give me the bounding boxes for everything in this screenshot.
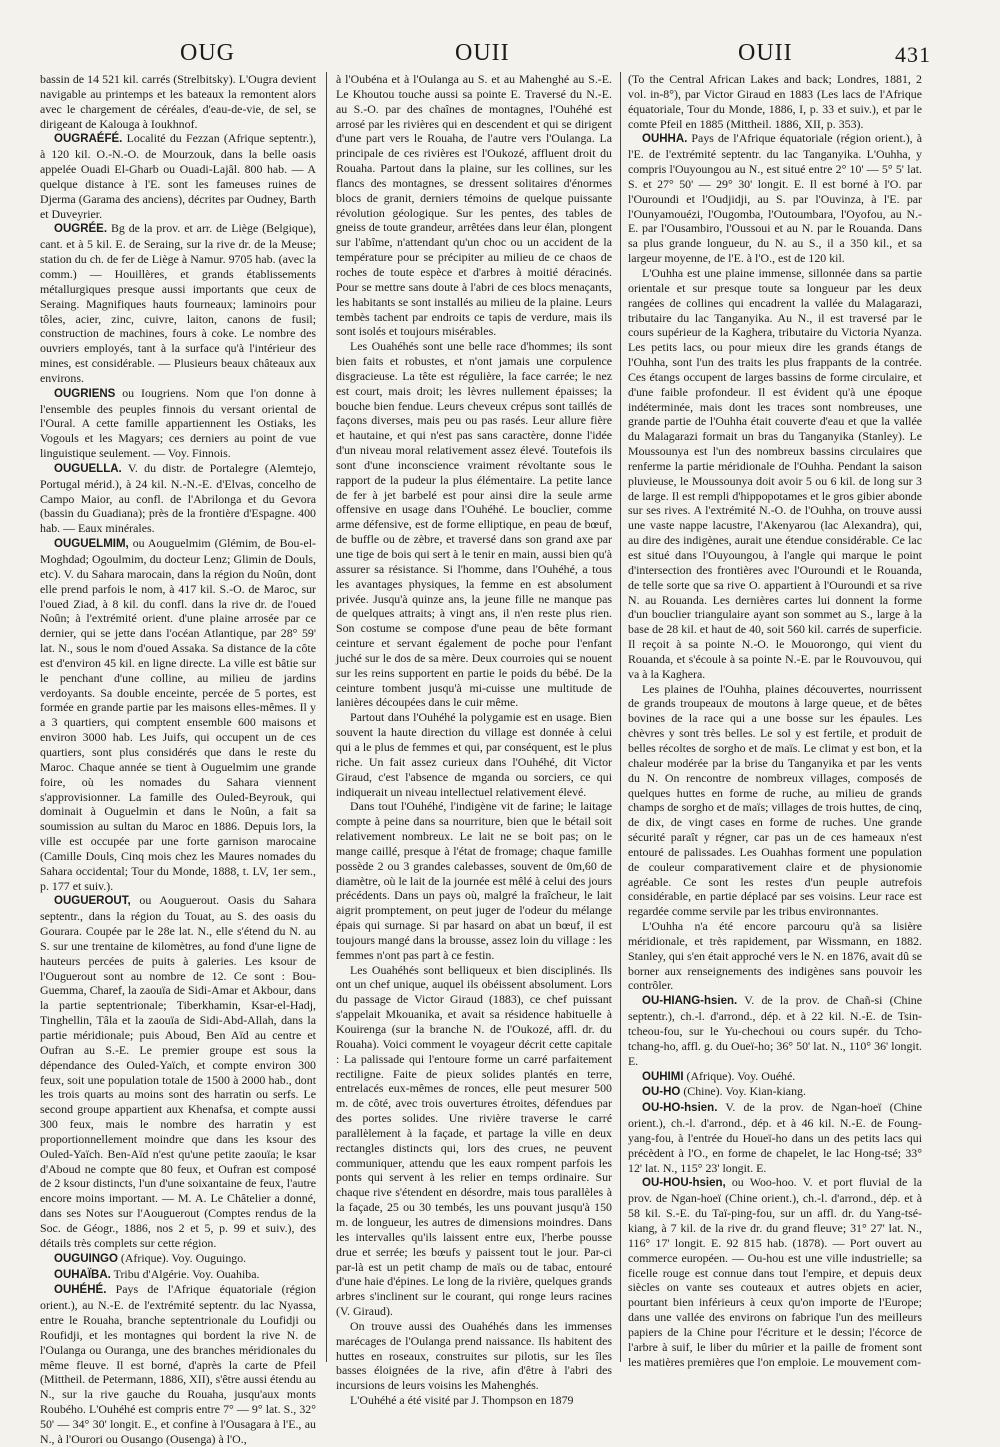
header-right-keyword: OUII: [738, 40, 793, 66]
dictionary-entry: [628, 993, 922, 1068]
entry-headword: OU-HOU-hsien,: [642, 1177, 726, 1190]
dictionary-entry: [628, 1175, 922, 1369]
running-header: [0, 0, 1000, 70]
entry-text: Pays de l'Afrique équatoriale (région orient.), à l'E. de l'extrémité septentr. du lac Tanganyika. L'Ouhha, y compris l'Ouyoungou au N., est situé entre 2° 10' — 5° 5' lat. S. et 27° 50' — 29° 30' longit. E. Il est borné à l'O. par l'Ouroundi et l'Oudjidji, au S. par l'Ouvinza, à l'E. par l'Ounyamouézi, l'Ougomba, l'Outoumbara, l'Oyofou, au N.-E. par l'Ousambiro, l'Oussoui et au N. par le Rouanda. Dans sa plus grande longueur, du N. au S., il a 350 kil., et sa largeur moyenne, de l'E. à l'O., est de 120 kil.: [628, 131, 922, 266]
entry-headword: OUGUELMIM,: [54, 538, 129, 551]
entry-text: L'Ouhha est une plaine immense, sillonnée dans sa partie orientale et sur presque toute sa longueur par les deux rangées de collines qui encadrent la vallée du Malagarazi, tributaire du lac Tanganyika. Au N., il est traversé par le cours supérieur de la Kaghera, tributaire du Victoria Nyanza. Les petits lacs, ou pour mieux dire les grands étangs de l'Ouhha, sont l'un des traits les plus frappants de la contrée. Ces étangs occupent de larges bassins de forme circulaire, et d'une faible profondeur. Il est évident qu'à une époque indéterminée, mais dont les traces sont nombreuses, une grande partie de l'Ouhha était couverte d'eau et que la vallée du Malagarazi formait un bras du Tanganyika (Stanley). Le Moussounya est l'un des nombreux bassins circulaires que renferme la partie méridionale de l'Ouhha. Pendant la saison pluvieuse, le Moussounya doit avoir 5 ou 6 kil. de long sur 3 de large. Il est rempli d'hippopotames et le gros gibier abonde sur ses rives. A l'extrémité N.-O. de l'Ouhha, on trouve aussi une vaste nappe lacustre, l'Akenyarou (lac Alexandra), qui, au dire des indigènes, aurait une étendue considérable. Ce lac est situé dans l'Ouyoungou, à l'angle qui marque le point d'intersection des frontières avec l'Ouroundi et le Rouanda, de telle sorte que sa rive O. appartient à l'Ouroundi et sa rive N. au Rouanda. Les dernières cartes lui donnent la forme d'un bouclier triangulaire ayant son sommet au S., large à la base de 28 kil. et haut de 40, soit 560 kil. carrés de superficie. Il reçoit à sa pointe N.-O. le Mouorongo, qui vient du Rouanda, et s'écoule à sa pointe N.-E. par le Rouvouvou, qui va à la Kaghera.: [628, 265, 922, 681]
entry-text: (Afrique). Voy. Ouéhé.: [683, 1068, 796, 1083]
dictionary-entry: [628, 131, 922, 266]
column-divider-2: [620, 72, 621, 1362]
dictionary-entry: [40, 1251, 316, 1267]
entry-headword: OUHAÏBA.: [54, 1268, 111, 1281]
header-middle-keyword: OUII: [455, 40, 510, 66]
entry-headword: OU-HO-hsien.: [642, 1102, 718, 1115]
entry-text: bassin de 14 521 kil. carrés (Strelbitsky). L'Ougra devient navigable au printemps et les bateaux la remontent alors avec le chargement de céréales, d'eau-de-vie, de sel, se dirigeant de Kalouga à Ioukhnof.: [40, 72, 316, 131]
entry-text: V. du distr. de Portalegre (Alemtejo, Portugal mérid.), à 24 kil. N.-N.-E. d'Elvas, concelho de Campo Maior, au confl. de l'Abrilonga et du Gevora (bassin du Guadiana); près de la frontière d'Espagne. 400 hab. — Eaux minérales.: [40, 460, 316, 536]
entry-text: ou Aouguelmim (Glémim, de Bou-el-Moghdad; Ogoulmim, du docteur Lenz; Glimin de Douls, etc). V. du Sahara marocain, dans la région du Noûn, dont elle prend parfois le nom, à 417 kil. S.-O. de Maroc, sur l'oued Ziad, à 8 kil. du confl. dans la rive dr. de l'oued Noûn; à l'extrémité orient. d'une plaine arrosée par ce dernier, qui se jette dans l'océan Atlantique, par 28° 59' lat. N., sous le nom d'oued Assaka. Sa distance de la côte est d'environ 45 kil. en ligne directe. La ville est bâtie sur le penchant d'une colline, au milieu de jardins verdoyants. Sa double enceinte, percée de 5 portes, est formée en grande partie par les maisons elles-mêmes. Il y a 3 quartiers, qui comptent ensemble 600 maisons et environ 3000 hab. Les Juifs, qui occupent un de ces quartiers, sont plus considérés que dans le reste du Maroc. Chaque année se tient à Ouguelmim une grande foire, où les nomades du Sahara viennent s'approvisionner. La famille des Ouled-Beyrouk, qui dominait à Ouguelmin et dans le Noûn, a fait sa soumission au sultan du Maroc en 1886. Depuis lors, la ville est occupée par une forte garnison marocaine (Camille Douls, Cinq mois chez les Maures nomades du Sahara occidental; Tour du Monde, 1888, t. LV, 1er sem., p. 177 et suiv.).: [40, 536, 316, 893]
dictionary-entry: [336, 339, 612, 710]
entry-text: Les Ouahéhés sont une belle race d'hommes; ils sont bien faits et robustes, et n'ont jamais une corpulence disgracieuse. La tête est régulière, la face carrée; le nez est court, mais droit; les lèvres nullement épaisses; la bouche bien fendue. Leurs cheveux crépus sont taillés de façons diverses, mais peu ou pas rasés. Leur allure fière et hautaine, et qui n'est pas sans caractère, donne l'idée d'un niveau moral relativement assez élevé. Toutefois ils sont d'une inconscience vraiment révoltante sous le rapport de la pudeur la plus élémentaire. La petite lance de fer à jet barbelé est pour ainsi dire la seule arme offensive en usage dans l'Ouhéhé. Le bouclier, comme arme défensive, est de forme elliptique, en peau de bœuf, de buffle ou de zèbre, et traversé dans son grand axe par une tige de bois qui sert à le tenir en main, aussi bien qu'à assurer sa résistance. Si l'homme, dans l'Ouhéhé, a tous les avantages physiques, la femme en est absolument privée. Jusqu'à quinze ans, la jeune fille ne manque pas de quelques attraits; à vingt ans, il n'en reste plus rien. Son costume se compose d'une peau de bête formant ceinture et servant également de poche pour l'enfant juché sur le dos de sa mère. Deux courroies qui se nouent sur les reins supportent en partie le poids du bébé. De la ceinture tombent jusqu'à mi-cuisse une multitude de lanières découpées dans le cuir même.: [336, 339, 612, 710]
dictionary-entry: [628, 266, 922, 682]
entry-text: L'Ouhha n'a été encore parcouru qu'à sa lisière méridionale, et très rapidement, par Wissmann, en 1882. Stanley, qui s'en était approché vers le N. en 1876, avait dû se borner aux renseignements des indigènes sans pouvoir les contrôler.: [628, 919, 922, 993]
entry-headword: OUHÉHÉ.: [54, 1284, 107, 1297]
entry-text: ou Woo-hoo. V. et port fluvial de la prov. de Ngan-hoeï (Chine orient.), ch.-l. d'arrond., dép. et à 58 kil. S.-E. du Taï-ping-fou, sur un affl. dr. du Yang-tsé-kiang, à 7 kil. de la rive dr. du grand fleuve; 31° 27' lat. N., 116° 17' longit. E. 92 815 hab. (1878). — Port ouvert au commerce européen. — Ou-hou est une ville industrielle; sa ficelle rouge est connue dans tout l'empire, et depuis deux siècles on vante ses couteaux et autres objets en acier, pourtant bien inférieurs à ceux qu'on importe de l'Europe; dans une vallée des environs on fabrique l'un des meilleurs papiers de la Chine pour l'écriture et le dessin; l'écorce de l'arbre à suif, le liber du mûrier et la paille de froment sont les matières premières que l'on emploie. Le mouvement com-: [628, 1175, 922, 1369]
entry-text: Tribu d'Algérie. Voy. Ouahiba.: [110, 1266, 260, 1281]
entry-text: Bg de la prov. et arr. de Liège (Belgique), cant. et à 5 kil. E. de Seraing, sur la rive dr. de la Meuse; station du ch. de fer de Liège à Namur. 9705 hab. (avec la comm.) — Houillères, et grands établissements métallurgiques presque aussi importants que ceux de Seraing. Magnifiques hauts fourneaux; laminoirs pour tôles, acier, zinc, cuivre, laiton, canons de fusil; construction de machines, fours à coke. Le nombre des ouvriers employés, tant à la surface qu'à l'intérieur des mines, est considérable. — Plusieurs beaux châteaux aux environs.: [40, 221, 316, 385]
entry-headword: OUHHA.: [642, 133, 688, 146]
entry-headword: OUGUEROUT,: [54, 895, 131, 908]
entry-text: (Chine). Voy. Kian-kiang.: [680, 1084, 806, 1099]
dictionary-entry: [628, 72, 922, 131]
entry-text: (To the Central African Lakes and back; Londres, 1881, 2 vol. in-8°), par Victor Giraud en 1883 (Les lacs de l'Afrique équatoriale, Tour du Monde, 1886, I, p. 33 et suiv.), et par le comte Pfeil en 1885 (Mittheil. 1886, XII, p. 353).: [628, 72, 922, 131]
entry-headword: OUHIMI: [642, 1070, 684, 1083]
entry-text: Partout dans l'Ouhéhé la polygamie est en usage. Bien souvent la haute direction du village est donnée à celui qui a le plus de femmes et qui, par conséquent, est le plus riche. Un fait assez curieux dans l'Ouhéhé, dit Victor Giraud, c'est l'absence de mganda ou sorciers, ce qui indiquerait un niveau intellectuel relativement élevé.: [336, 710, 612, 799]
entry-text: ou Aouguerout. Oasis du Sahara septentr., dans la région du Touat, au S. des oasis du Gourara. Coupée par le 28e lat. N., elle s'étend du N. au S. sur une trentaine de kilomètres, au fond d'une ligne de hauteurs percées de puits à galeries. Les ksour de l'Ouguerout sont au nombre de 12. Ce sont : Bou-Guemma, Charef, la zaouïa de Sidi-Amar et Akbour, dans la partie septentrionale; Tiberkhamin, Ksar-el-Hadj, Tinghellin, Tâla et la zaouïa de Sidi-Abd-Allah, dans la partie méridionale; puis Aboud, Ben Aïd au centre et Oufran au S.-E. Le premier groupe est sous la dépendance des Ouled-Yaïch, et compte environ 300 feux, soit une population totale de 1500 à 2000 hab., dont les trois quarts au moins sont des harratin ou serfs. Le second groupe appartient aux Khenafsa, et compte aussi 300 feux, mais le nombre des harratin y est proportionnellement moindre que dans les ksour des Ouled-Yaïch. Ben-Aïd n'est qu'une petite zaouïa; le ksar d'Aboud ne compte que 80 feux, et Oufran est composé de 2 ksour distincts, l'un d'une soixantaine de feux, l'autre encore moins important. — M. A. Le Châtelier a donné, dans ses Notes sur l'Aouguerout (Comptes rendus de la Soc. de Géogr., 1886, nos 2 et 5, p. 99 et suiv.), des détails très complets sur cette région.: [40, 893, 316, 1250]
dictionary-entry: [40, 72, 316, 131]
entry-text: L'Ouhéhé a été visité par J. Thompson en 1879: [350, 1393, 574, 1408]
entry-headword: OU-HO: [642, 1086, 681, 1099]
page-number: 431: [895, 42, 931, 67]
entry-headword: OUGUINGO: [54, 1252, 118, 1265]
entry-text: On trouve aussi des Ouahéhés dans les immenses marécages de l'Oulanga prend naissance. Ils habitent des huttes en roseaux, construites sur pilotis, sur les îles basses éloignées de la rive, afin d'être à l'abri des incursions de leurs voisins les Mahenghés.: [336, 1318, 612, 1393]
dictionary-entry: [40, 386, 316, 461]
dictionary-entry: [40, 536, 316, 893]
header-left-keyword: OUG: [180, 40, 235, 66]
entry-headword: OUGRIENS: [54, 387, 116, 400]
entry-text: Les plaines de l'Ouhha, plaines découvertes, nourrissent de grands troupeaux de moutons à large queue, et de bêtes bovines de la race qui a une bosse sur les épaules. Les chèvres y sont très belles. Le sol y est fertile, et produit de belles récoltes de sorgho et de maïs. Le climat y est bon, et la chaleur modérée par la brise du Tanganyika et par les vents du N. On rencontre de nombreux villages, composés de quelques huttes en forme de ruche, au milieu de grands champs de sorgho et de maïs; villages de trois huttes, de cinq, de dix, de vingt cases en forme de ruches. Une grande sécurité paraît y régner, car pas un de ces hameaux n'est entouré de palissades. Les Ouahhas forment une population de couleur comparativement claire et de physionomie agréable. Ce sont les restes d'un peuple autrefois considérable, en partie déplacé par ses voisins. Leur race est regardée comme servile par les tribus environnantes.: [628, 681, 922, 919]
dictionary-entry: [336, 72, 612, 339]
dictionary-entry: [40, 221, 316, 385]
entry-text: Les Ouahéhés sont belliqueux et bien disciplinés. Ils ont un chef unique, auquel ils obéissent absolument. Lors du passage de Victor Giraud (1883), ce chef puissant s'appelait Mkouanika, et avait sa résidence habituelle à Kouirenga (sur la branche N. de l'Oukozé, affl. dr. du Rouaha). Voici comment le voyageur décrit cette capitale : La palissade qui l'entoure forme un carré parfaitement rectiligne. Faite de pieux solides plantés en terre, entrelacés eux-mêmes de ronces, elle peut mesurer 500 m. de côté, avec trois ouvertures étroites, défendues par des portes solides. Une rivière traverse le carré parallèlement à la façade, et partage la ville en deux rectangles distincts qui, lors des crues, ne peuvent communiquer, attendu que les eaux rompent parfois les ponts qui servent à les relier en temps ordinaire. Sur chaque rive s'étendent en désordre, mais tous parallèles à la façade, 25 ou 30 tembés, les uns pouvant jusqu'à 150 m. de longueur, les autres de dimensions moindres. Dans les intervalles qu'ils laissent entre eux, l'herbe pousse drue et serrée; les bœufs y paissent tout le jour. Par-ci par-là est un petit champ de maïs ou de tabac, entouré d'une haie d'épines. Le long de la rivière, quelques grands arbres s'inclinent sur le courant, qui ronge leurs racines (V. Giraud).: [336, 962, 612, 1319]
column-1: [40, 72, 316, 1446]
dictionary-entry: [628, 1084, 922, 1100]
entry-headword: OUGUELLA.: [54, 462, 122, 475]
dictionary-entry: [40, 1282, 316, 1446]
entry-text: (Afrique). Voy. Ouguingo.: [117, 1250, 247, 1265]
column-3: [628, 72, 922, 1369]
entry-headword: OUGRAÉFÉ.: [54, 133, 123, 146]
dictionary-entry: [336, 963, 612, 1319]
dictionary-entry: [40, 461, 316, 536]
dictionary-entry: [40, 131, 316, 221]
dictionary-entry: [336, 1393, 612, 1408]
entry-headword: OUGRÉE.: [54, 223, 108, 236]
dictionary-entry: [628, 682, 922, 920]
dictionary-entry: [628, 1069, 922, 1085]
entry-headword: OU-HIANG-hsien.: [642, 995, 738, 1008]
dictionary-entry: [40, 893, 316, 1250]
dictionary-entry: [336, 1319, 612, 1393]
dictionary-entry: [628, 919, 922, 993]
dictionary-entry: [336, 799, 612, 962]
entry-text: Dans tout l'Ouhéhé, l'indigène vit de farine; le laitage compte à peine dans sa nourriture, bien que le bétail soit relativement nombreux. Le lait ne se boit pas; on le mange caillé, presque à l'état de fromage; chaque famille possède 2 ou 3 grandes calebasses, souvent de 0m,60 de diamètre, où le lait de la journée est mêlé à celui des jours précédents. Dans un pays où, malgré la fraîcheur, le lait aigrit promptement, on peut juger de l'odeur du mélange épais qui surnage. Si par hasard on abat un bœuf, il est toujours mangé dans la brousse, assez loin du village : les femmes n'ont pas part à ce festin.: [336, 799, 612, 962]
column-2: [336, 72, 612, 1408]
entry-text: Pays de l'Afrique équatoriale (région orient.), au N.-E. de l'extrémité septentr. du lac Nyassa, entre le Rouaha, branche septentrionale du Loufidji ou Roufidji, et les montagnes qui bordent la rive N. de l'Oulanga ou Ouranga, une des branches méridionales du même fleuve. Il est borné, d'après la carte de Pfeil (Mittheil. de Petermann, 1886, XII), s'être aussi étendu au N., sur la rive gauche du Rouaha, jusqu'aux monts Roubého. L'Ouhéhé est compris entre 7° — 9° lat. S., 32° 50' — 34° 30' longit. E., et confine à l'Ousagara à l'E., au N., à l'Ourori ou Ousango (Ousenga) à l'O.,: [40, 1282, 316, 1446]
column-divider-1: [326, 72, 327, 1362]
dictionary-entry: [336, 710, 612, 799]
dictionary-entry: [628, 1100, 922, 1175]
entry-text: V. de la prov. de Chañ-si (Chine septentr.), ch.-l. d'arrond., dép. et à 22 kil. N.-E. de Tsin-tcheou-fou, sur le Yu-chechoui ou cours supér. du Tcho-tchang-ho, affl. g. du Oueï-ho; 36° 50' lat. N., 110° 36' longit. E.: [628, 993, 922, 1068]
entry-text: ou Iougriens. Nom que l'on donne à l'ensemble des peuples finnois du versant oriental de l'Oural. A cette famille appartiennent les Ostiaks, les Vogouls et les Magyars; ces derniers au point de vue linguistique seulement. — Voy. Finnois.: [40, 385, 316, 461]
entry-text: V. de la prov. de Ngan-hoeï (Chine orient.), ch.-l. d'arrond., dép. et à 46 kil. N.-E. de Foung-yang-fou, à l'entrée du Houeï-ho dans un des petits lacs qui précèdent à l'O., en forme de chapelet, le lac Hong-tsé; 33° 12' lat. N., 115° 23' longit. E.: [628, 1100, 922, 1175]
entry-text: Localité du Fezzan (Afrique septentr.), à 120 kil. O.-N.-O. de Mourzouk, dans la belle oasis appelée Ouadi El-Gharb ou Ouadi-Lajâl. 800 hab. — A quelque distance à l'E. sont les fameuses ruines de Djerma (Garama des anciens), décrites par Oudney, Barth et Duveyrier.: [40, 131, 316, 221]
entry-text: à l'Oubéna et à l'Oulanga au S. et au Mahenghé au S.-E. Le Khoutou touche aussi sa pointe E. Traversé du N.-E. au S.-O. par des chaînes de montagnes, l'Ouhéhé est arrosé par les rivières qui en descendent et qui se dirigent d'une part vers le Rouaha, de l'autre vers l'Oulanga. La principale de ces rivières est l'Oukozé, affluent droit du Rouaha. Partout dans la plaine, sur les collines, sur les flancs des montagnes, se dressent solitaires d'énormes blocs de granit, derniers témoins de quelque puissante révolution géologique. Sur les pentes, des tables de gneiss de toute grandeur, arrêtées dans leur élan, plongent sur l'abîme, n'attendant qu'un choc ou un accident de la température pour se précipiter au milieu de ce chaos de roches de toute espèce et d'arbres à moitié déracinés. Pour se mettre sans doute à l'abri de ces blocs menaçants, les habitants se sont installés au milieu de la plaine. Leurs tembès tachent par endroits ce tapis de verdure, mais ils sont isolés et toujours misérables.: [336, 72, 612, 339]
dictionary-entry: [40, 1267, 316, 1283]
